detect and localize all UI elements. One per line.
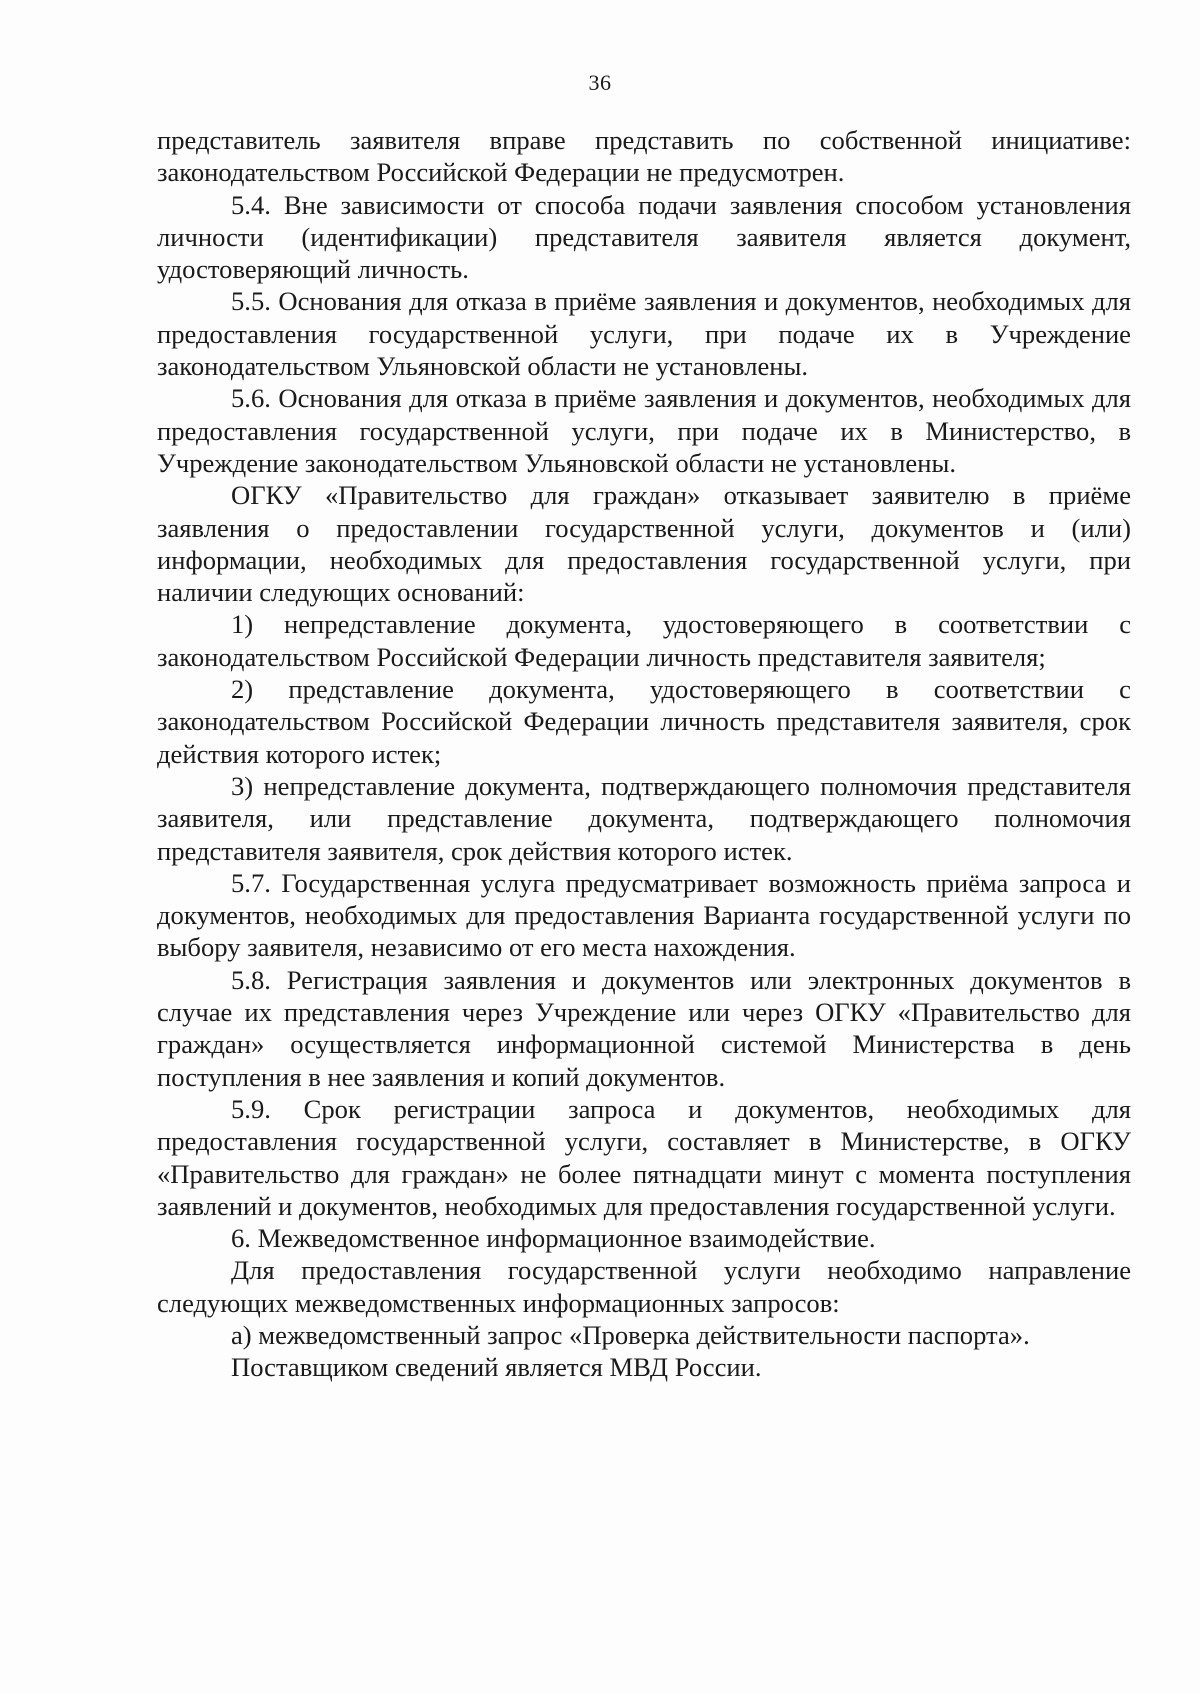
paragraph-refusal-intro: ОГКУ «Правительство для граждан» отказывает заявителю в приёме заявления о предоставлении государственной услуги, документов и (или) информации, необходимых для предоставления государственной услуги, при наличии следующих оснований: [157,480,1131,608]
paragraph-requests-intro: Для предоставления государственной услуги необходимо направление следующих межведомственных информационных запросов: [157,1255,1131,1318]
page-number: 36 [588,70,612,95]
list-item-2: 2) представление документа, удостоверяющего в соответствии с законодательством Российской Федерации личность представителя заявителя, срок действия которого истек; [157,674,1131,769]
paragraph-continuation: представитель заявителя вправе представить по собственной инициативе: законодательством Российской Федерации не предусмотрен. [157,125,1131,188]
paragraph-5-5: 5.5. Основания для отказа в приёме заявления и документов, необходимых для предоставления государственной услуги, при подаче их в Учреждение законодательством Ульяновской области не установлены. [157,286,1131,382]
paragraph-5-6: 5.6. Основания для отказа в приёме заявления и документов, необходимых для предоставления государственной услуги, при подаче их в Министерство, в Учреждение законодательством Ульяновской области не установлены. [157,383,1131,478]
paragraph-provider: Поставщиком сведений является МВД России. [231,1352,762,1383]
list-item-3: 3) непредставление документа, подтверждающего полномочия представителя заявителя, или представление документа, подтверждающего полномочия представителя заявителя, срок действия которого истек. [157,770,1131,866]
paragraph-5-8: 5.8. Регистрация заявления и документов или электронных документов в случае их представления через Учреждение или через ОГКУ «Правительство для граждан» осуществляется информационной системой Министерства в день поступления в нее заявления и копий документов. [157,964,1131,1092]
list-item-a: а) межведомственный запрос «Проверка действительности паспорта». [231,1319,1030,1350]
document-body [157,124,1131,1384]
paragraph-5-7: 5.7. Государственная услуга предусматривает возможность приёма запроса и документов, необходимых для предоставления Варианта государственной услуги по выбору заявителя, независимо от его места нахождения. [157,867,1131,963]
section-6-heading: 6. Межведомственное информационное взаимодействие. [231,1223,876,1254]
list-item-1: 1) непредставление документа, удостоверяющего в соответствии с законодательством Российской Федерации личность представителя заявителя; [157,609,1131,672]
paragraph-5-9: 5.9. Срок регистрации запроса и документов, необходимых для предоставления государственной услуги, составляет в Министерстве, в ОГКУ «Правительство для граждан» не более пятнадцати минут с момента поступления заявлений и документов, необходимых для предоставления государственной услуги. [157,1093,1131,1221]
paragraph-5-4: 5.4. Вне зависимости от способа подачи заявления способом установления личности (идентификации) представителя заявителя является документ, удостоверяющий личность. [157,189,1131,285]
